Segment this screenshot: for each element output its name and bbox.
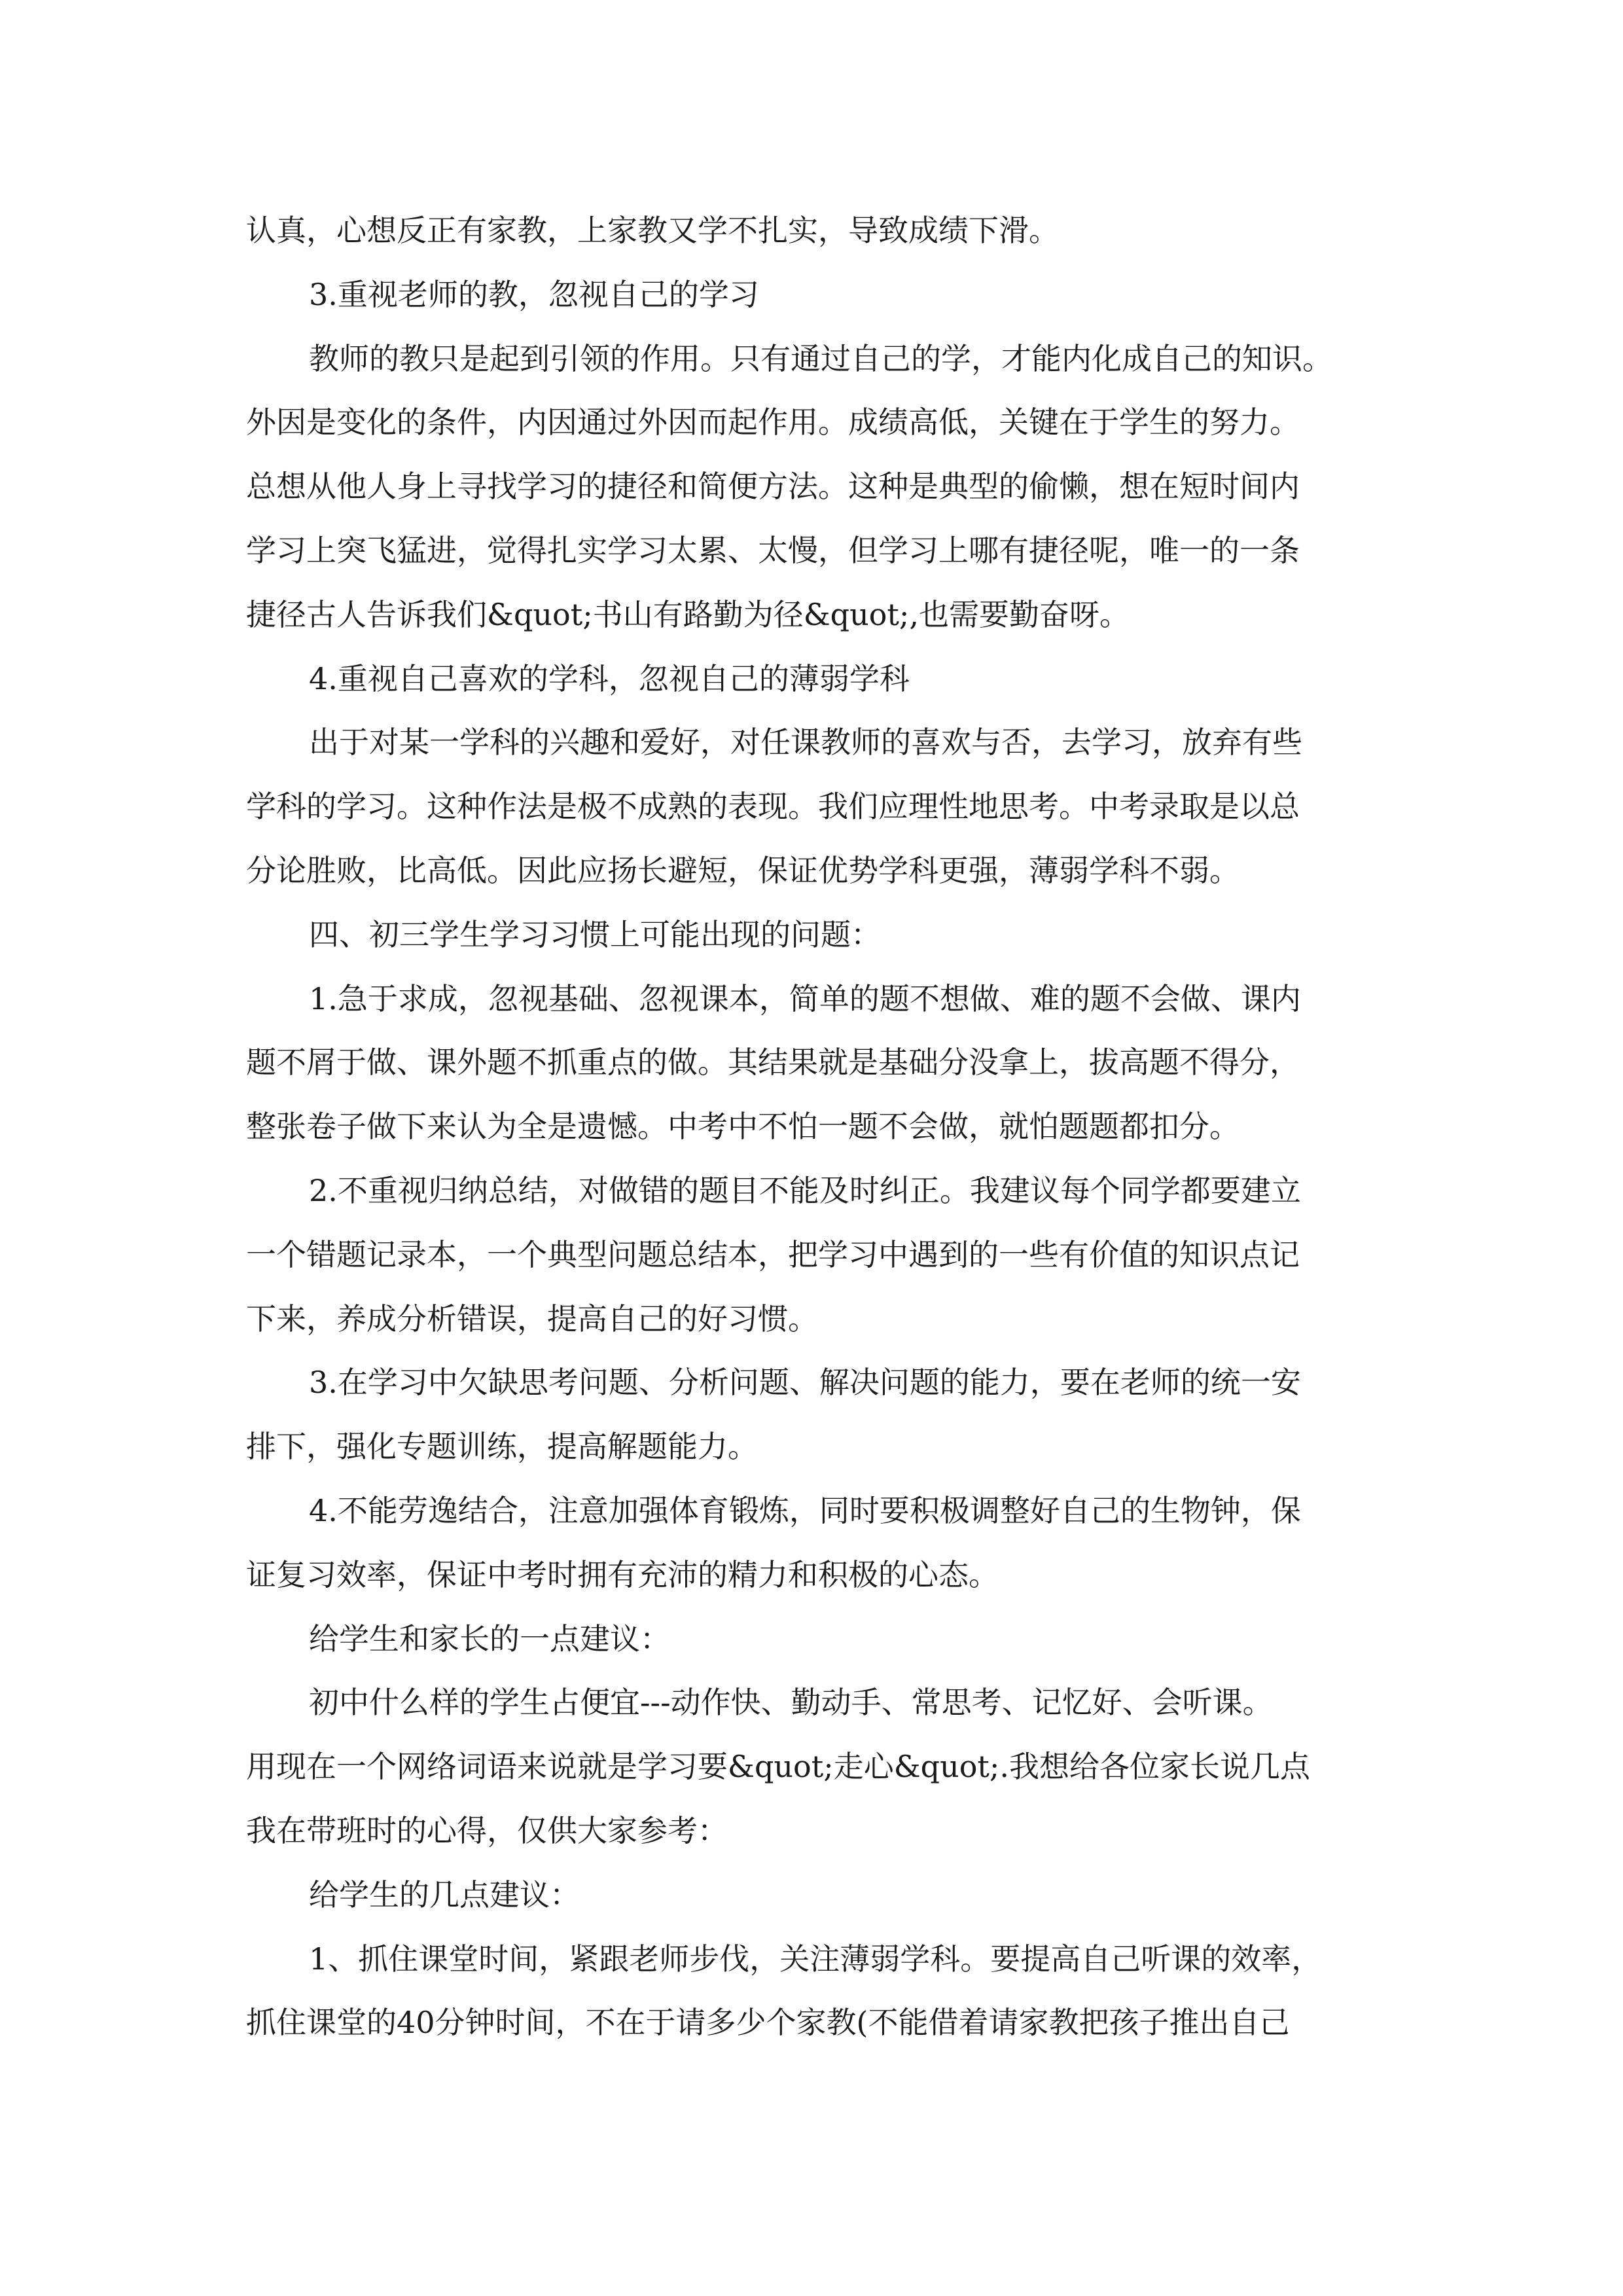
text-line: 我在带班时的心得，仅供大家参考： — [246, 1812, 728, 1848]
body-text — [246, 199, 1385, 2055]
text-line: 学科的学习。这种作法是极不成熟的表现。我们应理性地思考。中考录取是以总 — [246, 789, 1300, 825]
text-line: 用现在一个网络词语来说就是学习要&quot;走心&quot;.我想给各位家长说几点 — [246, 1749, 1311, 1785]
text-line: 出于对某一学科的兴趣和爱好，对任课教师的喜欢与否，去学习，放弃有些 — [309, 725, 1302, 761]
text-line: 认真，心想反正有家教，上家教又学不扎实，导致成绩下滑。 — [246, 213, 1059, 248]
text-line: 分论胜败，比高低。因此应扬长避短，保证优势学科更强，薄弱学科不弱。 — [246, 852, 1240, 888]
text-line: 4.不能劳逸结合，注意加强体育锻炼，同时要积极调整好自己的生物钟，保 — [309, 1492, 1301, 1528]
text-line: 3.在学习中欠缺思考问题、分析问题、解决问题的能力，要在老师的统一安 — [309, 1365, 1301, 1401]
text-line: 题不屑于做、课外题不抓重点的做。其结果就是基础分没拿上，拔高题不得分， — [246, 1045, 1300, 1081]
text-line: 外因是变化的条件，内因通过外因而起作用。成绩高低，关键在于学生的努力。 — [246, 404, 1300, 440]
text-line: 抓住课堂的40分钟时间，不在于请多少个家教(不能借着请家教把孩子推出自己 — [246, 2005, 1290, 2041]
text-line: 证复习效率，保证中考时拥有充沛的精力和积极的心态。 — [246, 1556, 999, 1592]
text-line: 捷径古人告诉我们&quot;书山有路勤为径&quot;,也需要勤奋呀。 — [246, 596, 1130, 632]
section-heading: 4.重视自己喜欢的学科，忽视自己的薄弱学科 — [309, 660, 910, 696]
text-line: 总想从他人身上寻找学习的捷径和简便方法。这种是典型的偷懒，想在短时间内 — [246, 469, 1300, 505]
text-line: 学习上突飞猛进，觉得扎实学习太累、太慢，但学习上哪有捷径呢，唯一的一条 — [246, 532, 1300, 568]
text-line: 排下，强化专题训练，提高解题能力。 — [246, 1429, 758, 1465]
text-line: 1、抓住课堂时间，紧跟老师步伐，关注薄弱学科。要提高自己听课的效率， — [309, 1941, 1322, 1977]
text-line: 整张卷子做下来认为全是遗憾。中考中不怕一题不会做，就怕题题都扣分。 — [246, 1109, 1240, 1145]
section-heading: 给学生的几点建议： — [309, 1876, 580, 1912]
text-line: 初中什么样的学生占便宜---动作快、勤动手、常思考、记忆好、会听课。 — [309, 1685, 1273, 1721]
section-heading: 四、初三学生学习习惯上可能出现的问题： — [309, 916, 881, 952]
text-line: 2.不重视归纳总结，对做错的题目不能及时纠正。我建议每个同学都要建立 — [309, 1172, 1301, 1208]
section-heading: 给学生和家长的一点建议： — [309, 1621, 670, 1657]
text-line: 教师的教只是起到引领的作用。只有通过自己的学，才能内化成自己的知识。 — [309, 340, 1332, 376]
text-line: 一个错题记录本，一个典型问题总结本，把学习中遇到的一些有价值的知识点记 — [246, 1236, 1300, 1272]
text-line: 1.急于求成，忽视基础、忽视课本，简单的题不想做、难的题不会做、课内 — [309, 980, 1301, 1016]
section-heading: 3.重视老师的教，忽视自己的学习 — [309, 276, 759, 312]
text-line: 下来，养成分析错误，提高自己的好习惯。 — [246, 1300, 818, 1336]
